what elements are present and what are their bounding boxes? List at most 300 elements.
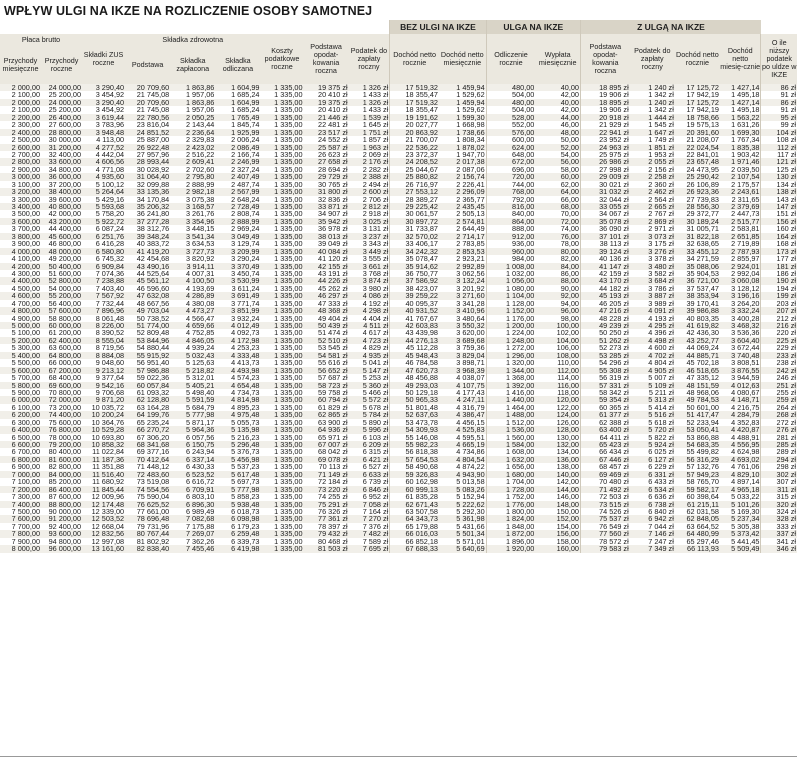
table-cell: 1 857 zł xyxy=(349,136,390,143)
table-cell: 4 092,73 xyxy=(215,329,260,336)
table-row xyxy=(0,240,797,247)
table-cell: 122,00 xyxy=(535,404,580,411)
table-cell: 94,00 xyxy=(535,300,580,307)
table-cell: 99 zł xyxy=(761,121,797,128)
table-cell: 816,00 xyxy=(486,203,535,210)
table-row xyxy=(0,396,797,403)
table-cell: 64 936 zł xyxy=(304,426,349,433)
table-cell: 73 515 zł xyxy=(580,501,629,508)
table-cell: 44 525,64 xyxy=(125,270,170,277)
table-cell: 1 335,00 xyxy=(260,144,303,151)
table-cell: 4 804,54 xyxy=(439,456,486,463)
table-cell: 63 900 zł xyxy=(304,419,349,426)
table-cell: 60,00 xyxy=(535,173,580,180)
table-cell: 9 871,20 xyxy=(82,396,125,403)
table-cell: 3 378 zł xyxy=(630,255,675,262)
table-cell: 2 236,64 xyxy=(170,129,215,136)
table-cell: 45 112,28 xyxy=(390,344,439,351)
table-cell: 57 331 zł xyxy=(580,382,629,389)
table-cell: 2 787,93 xyxy=(720,248,761,255)
table-cell: 1 335,00 xyxy=(260,315,303,322)
table-cell: 17 942,19 xyxy=(675,91,720,98)
table-cell: 25 880,82 xyxy=(390,173,439,180)
table-cell: 229 zł xyxy=(761,344,797,351)
table-cell: 62 865 zł xyxy=(304,411,349,418)
table-cell: 62 388 zł xyxy=(580,419,629,426)
table-cell: 5 640,69 xyxy=(439,545,486,552)
table-cell: 1 335,00 xyxy=(260,471,303,478)
table-cell: 4 493,98 xyxy=(215,367,260,374)
table-cell: 1 925,99 xyxy=(215,129,260,136)
table-cell: 62 128,80 xyxy=(125,396,170,403)
table-cell: 2 176 zł xyxy=(349,158,390,165)
table-cell: 63 164,28 xyxy=(125,404,170,411)
table-cell: 2 282 zł xyxy=(349,166,390,173)
table-cell: 4 846,05 xyxy=(170,337,215,344)
table-cell: 72 000,00 xyxy=(41,396,82,403)
table-cell: 20 391,60 xyxy=(675,129,720,136)
table-cell: 86 zł xyxy=(761,84,797,91)
table-cell: 3 129,74 xyxy=(215,240,260,247)
table-cell: 1 335,00 xyxy=(260,203,303,210)
table-cell: 3 932,24 xyxy=(215,315,260,322)
table-cell: 7 238,88 xyxy=(82,277,125,284)
table-cell: 66 270,72 xyxy=(125,426,170,433)
table-cell: 6 127 zł xyxy=(630,456,675,463)
table-cell: 1 335,00 xyxy=(260,166,303,173)
table-cell: 61 829 zł xyxy=(304,404,349,411)
table-cell: 56 652 zł xyxy=(304,367,349,374)
table-cell: 5 871,17 xyxy=(170,419,215,426)
table-cell: 66 016,03 xyxy=(390,530,439,537)
table-cell: 96,00 xyxy=(535,307,580,314)
table-cell: 4 935,60 xyxy=(82,173,125,180)
table-cell: 3 201,92 xyxy=(439,285,486,292)
table-cell: 6 103 zł xyxy=(349,434,390,441)
table-cell: 42 159 zł xyxy=(580,270,629,277)
table-cell: 5 922,72 xyxy=(82,218,125,225)
table-cell: 1 335,00 xyxy=(260,270,303,277)
table-cell: 68 341,68 xyxy=(125,441,170,448)
table-cell: 91 zł xyxy=(761,106,797,113)
table-cell: 6 500,00 xyxy=(0,434,41,441)
table-cell: 5 509,49 xyxy=(720,545,761,552)
table-cell: 40 383,72 xyxy=(125,240,170,247)
table-cell: 12 997,08 xyxy=(82,538,125,545)
table-cell: 64 480,99 xyxy=(675,530,720,537)
table-row xyxy=(0,121,797,128)
table-cell: 5 964,36 xyxy=(170,426,215,433)
table-cell: 28 694 zł xyxy=(304,166,349,173)
table-row xyxy=(0,285,797,292)
table-cell: 4 456,15 xyxy=(439,419,486,426)
table-cell: 35 078 zł xyxy=(580,218,629,225)
table-cell: 1 765,49 xyxy=(215,114,260,121)
table-cell: 1 392,00 xyxy=(486,382,535,389)
table-cell: 1 344,00 xyxy=(486,367,535,374)
table-cell: 6 259,48 xyxy=(215,530,260,537)
table-cell: 112 zł xyxy=(761,144,797,151)
table-cell: 5 429,16 xyxy=(82,196,125,203)
table-cell: 7 082,68 xyxy=(170,515,215,522)
table-cell: 1 704,00 xyxy=(486,478,535,485)
table-cell: 51 600,00 xyxy=(41,270,82,277)
table-cell: 4 525,83 xyxy=(439,426,486,433)
table-cell: 5 938,48 xyxy=(215,501,260,508)
table-cell: 2 243,61 xyxy=(720,188,761,195)
table-cell: 6 803,10 xyxy=(170,493,215,500)
table-cell: 48 151,59 xyxy=(675,382,720,389)
table-cell: 7 732,44 xyxy=(82,300,125,307)
table-cell: 3 480,64 xyxy=(439,315,486,322)
table-cell: 74 255 zł xyxy=(304,493,349,500)
table-cell: 35 206,32 xyxy=(125,203,170,210)
table-cell: 3 132,24 xyxy=(439,277,486,284)
table-cell: 1 749 zł xyxy=(630,136,675,143)
table-cell: 48 228 zł xyxy=(580,315,629,322)
table-cell: 1 128,00 xyxy=(486,300,535,307)
table-cell: 2 400,00 xyxy=(0,129,41,136)
table-cell: 3 768 zł xyxy=(349,270,390,277)
table-cell: 7 074,36 xyxy=(82,270,125,277)
table-cell: 80 767,44 xyxy=(125,530,170,537)
table-cell: 1 335,00 xyxy=(260,329,303,336)
table-cell: 2 515,77 xyxy=(720,218,761,225)
table-cell: 5 033,22 xyxy=(720,493,761,500)
table-row xyxy=(0,337,797,344)
table-cell: 5 222,62 xyxy=(439,501,486,508)
table-cell: 26 922,48 xyxy=(125,144,170,151)
table-cell: 2 258 zł xyxy=(630,173,675,180)
table-cell: 3 480 zł xyxy=(630,263,675,270)
table-cell: 1 335,00 xyxy=(260,538,303,545)
header-podstawa: Podstawa xyxy=(125,47,170,85)
table-cell: 3 400,00 xyxy=(0,203,41,210)
table-cell: 1 963 zł xyxy=(349,144,390,151)
table-cell: 1 599,30 xyxy=(439,114,486,121)
table-cell: 69 078 zł xyxy=(304,456,349,463)
table-cell: 134,00 xyxy=(535,448,580,455)
table-cell: 158,00 xyxy=(535,538,580,545)
table-cell: 6 229 zł xyxy=(630,463,675,470)
table-cell: 1 335,00 xyxy=(260,396,303,403)
table-row xyxy=(0,255,797,262)
table-row xyxy=(0,307,797,314)
table-cell: 3 550,32 xyxy=(439,322,486,329)
table-cell: 3 370,49 xyxy=(215,263,260,270)
table-cell: 3 820,92 xyxy=(170,255,215,262)
table-cell: 1 335,00 xyxy=(260,248,303,255)
table-cell: 10 529,28 xyxy=(82,426,125,433)
table-cell: 199 zł xyxy=(761,292,797,299)
table-row xyxy=(0,448,797,455)
table-cell: 22 941 zł xyxy=(580,129,629,136)
table-cell: 21 745,08 xyxy=(125,91,170,98)
table-cell: 2 564 zł xyxy=(630,196,675,203)
table-cell: 43 191 zł xyxy=(304,270,349,277)
table-cell: 5 300,00 xyxy=(0,344,41,351)
table-cell: 5 777,98 xyxy=(215,486,260,493)
table-cell: 65 179,88 xyxy=(390,523,439,530)
table-cell: 1 320,00 xyxy=(486,359,535,366)
table-cell: 2 200,00 xyxy=(0,114,41,121)
table-cell: 3 611,24 xyxy=(215,285,260,292)
table-cell: 3 341,28 xyxy=(439,300,486,307)
table-cell: 9 706,68 xyxy=(82,389,125,396)
table-cell: 5 100,00 xyxy=(0,329,41,336)
table-cell: 50 129,18 xyxy=(390,389,439,396)
table-cell: 4 556,95 xyxy=(720,441,761,448)
table-cell: 6 057,56 xyxy=(170,434,215,441)
table-cell: 3 276 zł xyxy=(630,248,675,255)
table-cell: 1 152,00 xyxy=(486,307,535,314)
table-cell: 37 200,00 xyxy=(41,181,82,188)
table-cell: 29 729 zł xyxy=(304,173,349,180)
table-cell: 1 335,00 xyxy=(260,106,303,113)
table-cell: 23 372,37 xyxy=(390,151,439,158)
table-cell: 41 767,67 xyxy=(390,315,439,322)
table-cell: 672,00 xyxy=(486,158,535,165)
table-cell: 63 507,58 xyxy=(390,508,439,515)
table-cell: 2 700,00 xyxy=(0,151,41,158)
table-cell: 203 zł xyxy=(761,300,797,307)
header-odliczenie: Odliczenie rocznie xyxy=(486,34,535,84)
table-cell: 12 503,52 xyxy=(82,515,125,522)
table-cell: 44,00 xyxy=(535,114,580,121)
table-cell: 1 440,00 xyxy=(486,396,535,403)
table-cell: 2 017,38 xyxy=(439,158,486,165)
table-cell: 56 818,38 xyxy=(390,448,439,455)
table-cell: 6 800,00 xyxy=(0,456,41,463)
table-cell: 2 808,74 xyxy=(215,210,260,217)
table-cell: 33 871 zł xyxy=(304,203,349,210)
table-cell: 46 596,60 xyxy=(125,285,170,292)
table-cell: 3 264,20 xyxy=(720,300,761,307)
table-cell: 38 113 zł xyxy=(580,240,629,247)
table-cell: 34 907 zł xyxy=(304,210,349,217)
table-row xyxy=(0,181,797,188)
table-cell: 2 516,22 xyxy=(170,151,215,158)
table-cell: 960,00 xyxy=(486,248,535,255)
table-cell: 6 709,91 xyxy=(170,486,215,493)
table-cell: 888,00 xyxy=(486,225,535,232)
table-cell: 22 841,01 xyxy=(675,151,720,158)
table-cell: 5 083,26 xyxy=(439,486,486,493)
table-cell: 5 758,20 xyxy=(82,210,125,217)
table-cell: 2 924,01 xyxy=(720,263,761,270)
table-cell: 138,00 xyxy=(535,463,580,470)
table-cell: 3 025 zł xyxy=(349,218,390,225)
table-cell: 264 zł xyxy=(761,404,797,411)
table-cell: 52 800,00 xyxy=(41,277,82,284)
table-cell: 4 300,00 xyxy=(0,270,41,277)
table-cell: 1 752,00 xyxy=(486,493,535,500)
header-podatek-roczny: Podatek do zapłaty roczny xyxy=(349,34,390,84)
table-cell: 112,00 xyxy=(535,367,580,374)
header-z-podstawa: Podstawa opodat-kowania roczna xyxy=(580,34,629,84)
table-cell: 324 zł xyxy=(761,508,797,515)
table-cell: 1 957,06 xyxy=(170,91,215,98)
table-cell: 47 620,73 xyxy=(390,367,439,374)
table-cell: 840,00 xyxy=(486,210,535,217)
table-cell: 1 272,00 xyxy=(486,344,535,351)
table-cell: 54 581 zł xyxy=(304,352,349,359)
table-cell: 4 804 zł xyxy=(630,359,675,366)
table-cell: 5 305,38 xyxy=(720,523,761,530)
table-cell: 3 271,60 xyxy=(439,292,486,299)
table-cell: 1 326 zł xyxy=(349,99,390,106)
group-z: Z ULGĄ NA IKZE xyxy=(580,20,760,34)
table-cell: 3 500,00 xyxy=(0,210,41,217)
table-cell: 1 433 zł xyxy=(349,91,390,98)
table-cell: 6 600,00 xyxy=(0,441,41,448)
table-cell: 168 zł xyxy=(761,240,797,247)
table-row xyxy=(0,106,797,113)
table-cell: 6 421 zł xyxy=(349,456,390,463)
table-cell: 6 527 zł xyxy=(349,463,390,470)
table-cell: 32 400,00 xyxy=(41,151,82,158)
table-cell: 27 600,00 xyxy=(41,121,82,128)
table-cell: 3 619,44 xyxy=(82,114,125,121)
table-cell: 66 000,00 xyxy=(41,359,82,366)
table-row xyxy=(0,367,797,374)
table-cell: 33 135,36 xyxy=(125,188,170,195)
table-cell: 82 800,00 xyxy=(41,463,82,470)
table-cell: 19 191,62 xyxy=(390,114,439,121)
table-cell: 5 996 zł xyxy=(349,426,390,433)
table-cell: 4 200,00 xyxy=(0,263,41,270)
table-cell: 2 855,97 xyxy=(720,255,761,262)
table-cell: 1 335,00 xyxy=(260,478,303,485)
table-cell: 4 900,00 xyxy=(0,315,41,322)
table-cell: 4 316,79 xyxy=(439,404,486,411)
table-cell: 320 zł xyxy=(761,501,797,508)
table-cell: 47 335,12 xyxy=(675,374,720,381)
table-cell: 71 448,12 xyxy=(125,463,170,470)
table-cell: 2 969,24 xyxy=(215,225,260,232)
table-cell: 17 942,19 xyxy=(675,106,720,113)
table-cell: 68,00 xyxy=(535,203,580,210)
table-cell: 4 333,48 xyxy=(215,352,260,359)
table-cell: 57 132,76 xyxy=(675,463,720,470)
table-cell: 55 308 zł xyxy=(580,367,629,374)
table-cell: 8 226,00 xyxy=(82,322,125,329)
table-cell: 4 038,07 xyxy=(439,374,486,381)
table-cell: 4 905 zł xyxy=(630,367,675,374)
table-cell: 4 723 zł xyxy=(349,337,390,344)
table-cell: 56 316,29 xyxy=(675,456,720,463)
table-row xyxy=(0,344,797,351)
table-cell: 80,00 xyxy=(535,248,580,255)
table-cell: 4 574,23 xyxy=(215,374,260,381)
table-cell: 4 352,83 xyxy=(720,419,761,426)
table-cell: 124,00 xyxy=(535,411,580,418)
table-cell: 59 022,36 xyxy=(125,374,170,381)
table-cell: 5 593,68 xyxy=(82,203,125,210)
table-cell: 1 335,00 xyxy=(260,277,303,284)
table-cell: 1 848,00 xyxy=(486,523,535,530)
table-cell: 6 243,94 xyxy=(170,448,215,455)
table-cell: 246 zł xyxy=(761,374,797,381)
table-cell: 143 zł xyxy=(761,196,797,203)
table-cell: 1 335,00 xyxy=(260,218,303,225)
table-cell: 4 193,69 xyxy=(170,285,215,292)
table-cell: 1 335,00 xyxy=(260,411,303,418)
table-cell: 43 170 zł xyxy=(580,277,629,284)
table-body xyxy=(0,84,797,553)
table-cell: 6 633 zł xyxy=(349,471,390,478)
table-cell: 42 000,00 xyxy=(41,210,82,217)
table-cell: 3 672,44 xyxy=(720,344,761,351)
table-cell: 2 767 zł xyxy=(630,210,675,217)
table-cell: 5 405,21 xyxy=(170,382,215,389)
table-cell: 7 500,00 xyxy=(0,508,41,515)
table-cell: 5 253 zł xyxy=(349,374,390,381)
table-cell: 54 309,93 xyxy=(390,426,439,433)
table-cell: 21 700,07 xyxy=(390,136,439,143)
table-cell: 6 909,84 xyxy=(82,263,125,270)
table-row xyxy=(0,99,797,106)
table-cell: 67 200,00 xyxy=(41,367,82,374)
table-cell: 36 000,00 xyxy=(41,173,82,180)
table-cell: 624,00 xyxy=(486,144,535,151)
table-cell: 1 539 zł xyxy=(349,114,390,121)
table-cell: 1 427,14 xyxy=(720,84,761,91)
table-cell: 130 zł xyxy=(761,173,797,180)
table-cell: 259 zł xyxy=(761,396,797,403)
table-row xyxy=(0,225,797,232)
table-cell: 2 853,53 xyxy=(439,248,486,255)
table-cell: 7 376 zł xyxy=(349,523,390,530)
table-cell: 5 400,00 xyxy=(0,352,41,359)
table-cell: 17 125,72 xyxy=(675,84,720,91)
table-cell: 7 044 zł xyxy=(630,523,675,530)
table-cell: 7 567,92 xyxy=(82,292,125,299)
table-cell: 2 246,99 xyxy=(215,158,260,165)
table-cell: 2 982,18 xyxy=(170,188,215,195)
table-cell: 1 240 zł xyxy=(630,99,675,106)
table-cell: 7 000,00 xyxy=(0,471,41,478)
table-cell: 125 zł xyxy=(761,166,797,173)
table-cell: 38 423,07 xyxy=(390,285,439,292)
table-cell: 2 714,17 xyxy=(439,233,486,240)
table-cell: 21 208,07 xyxy=(675,136,720,143)
table-cell: 116,00 xyxy=(535,382,580,389)
table-row xyxy=(0,196,797,203)
table-cell: 3 290,40 xyxy=(82,99,125,106)
table-cell: 3 783,96 xyxy=(82,121,125,128)
table-cell: 57 949,23 xyxy=(675,471,720,478)
table-cell: 1 645 zł xyxy=(349,121,390,128)
table-cell: 3 786 zł xyxy=(630,285,675,292)
table-cell: 5 720 zł xyxy=(630,426,675,433)
table-cell: 25 975 zł xyxy=(580,151,629,158)
table-cell: 114,00 xyxy=(535,374,580,381)
table-cell: 4 177,43 xyxy=(439,389,486,396)
header-skladka-zdrowotna: Składka zdrowotna xyxy=(125,34,260,47)
table-cell: 1 335,00 xyxy=(260,441,303,448)
table-row xyxy=(0,419,797,426)
table-cell: 1 335,00 xyxy=(260,515,303,522)
table-cell: 3 634,53 xyxy=(170,240,215,247)
table-cell: 5 218,82 xyxy=(170,367,215,374)
table-cell: 3 620,00 xyxy=(439,329,486,336)
table-cell: 3 684 zł xyxy=(630,277,675,284)
table-cell: 45 262 zł xyxy=(304,285,349,292)
table-cell: 86,00 xyxy=(535,270,580,277)
header-wyplata: Wypłata miesięcznie xyxy=(535,34,580,84)
table-cell: 6 200,00 xyxy=(0,411,41,418)
